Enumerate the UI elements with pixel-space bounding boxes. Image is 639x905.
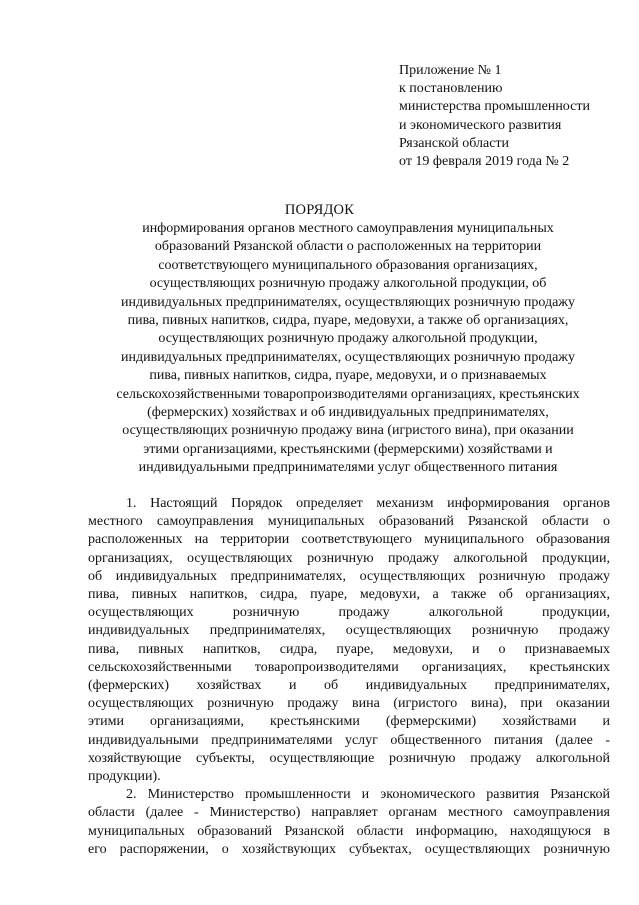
body-line: 1. Настоящий Порядок определяет механизм информирования органов [126, 496, 610, 511]
body-line: расположенных на территории соответствующего муниципального образования [88, 532, 610, 548]
body-line: муниципальных образований Рязанской области информацию, находящуюся в [88, 823, 610, 839]
body-line: 2. Министерство промышленности и экономического развития Рязанской [126, 787, 610, 803]
appendix-line: Приложение № 1 [399, 63, 502, 78]
body-line: об индивидуальных предпринимателях, осуществляющих розничную продажу [88, 568, 610, 584]
subtitle-line: осуществляющих розничную продажу алкогольной продукции, [158, 331, 538, 347]
subtitle-line: индивидуальными предпринимателями услуг общественного питания [138, 460, 558, 476]
subtitle-line: сельскохозяйственными товаропроизводителями организациях, крестьянских [116, 386, 580, 402]
document-title: ПОРЯДОК [284, 202, 355, 218]
body-line: (фермерских) хозяйствах и об индивидуальных предпринимателях, [88, 678, 610, 694]
body-line: индивидуальных предпринимателях, осуществляющих розничную продажу [88, 623, 610, 639]
body-line: продукции). [88, 769, 161, 785]
subtitle-line: информирования органов местного самоуправления муниципальных [142, 221, 554, 236]
body-line: местного самоуправления муниципальных образований Рязанской области о [88, 514, 610, 530]
body-line: пива, пивных напитков, сидра, пуаре, медовухи, а также об организациях, [88, 587, 610, 603]
body-line: области (далее - Министерство) направляет органам местного самоуправления [88, 805, 610, 821]
subtitle-line: пива, пивных напитков, сидра, пуаре, медовухи, и о признаваемых [149, 368, 547, 384]
document-subtitle [88, 220, 608, 478]
body-line: индивидуальными предпринимателями услуг общественного питания (далее - [88, 732, 610, 748]
subtitle-line: образований Рязанской области о расположенных на территории [154, 239, 542, 255]
subtitle-line: соответствующего муниципального образования организациях, [158, 257, 538, 273]
subtitle-line: индивидуальных предпринимателях, осуществляющих розничную продажу [121, 294, 575, 310]
body-line: хозяйствующие субъекты, осуществляющие розничную продажу алкогольной [88, 750, 610, 766]
body-line: осуществляющих розничную продажу вина (игристого вина), при оказании [88, 696, 610, 712]
body-line: пива, пивных напитков, сидра, пуаре, медовухи, и о признаваемых [88, 641, 610, 657]
appendix-line: министерства промышленности [399, 99, 590, 115]
appendix-line: Рязанской области [399, 135, 510, 151]
body-line: этими организациями, крестьянскими (фермерскими) хозяйствами и [88, 714, 610, 730]
subtitle-line: пива, пивных напитков, сидра, пуаре, медовухи, а также об организациях, [127, 313, 569, 329]
subtitle-line: этими организациями, крестьянскими (фермерскими) хозяйствами и [143, 441, 553, 457]
paragraph-2 [88, 786, 610, 859]
body-line: организациях, осуществляющих розничную продажу алкогольной продукции, [88, 550, 610, 566]
subtitle-line: индивидуальных предпринимателях, осуществляющих розничную продажу [121, 349, 575, 365]
appendix-header [399, 62, 629, 171]
body-line: осуществляющих розничную продажу алкогольной продукции, [88, 605, 610, 621]
body-line: его распоряжении, о хозяйствующих субъектах, осуществляющих розничную [88, 841, 610, 857]
subtitle-line: осуществляющих розничную продажу вина (игристого вина), при оказании [122, 423, 574, 439]
appendix-line: к постановлению [399, 81, 503, 97]
body-line: сельскохозяйственными товаропроизводителями организациях, крестьянских [88, 659, 610, 675]
appendix-line: и экономического развития [399, 117, 562, 133]
subtitle-line: осуществляющих розничную продажу алкогольной продукции, об [149, 276, 547, 292]
paragraph-1 [88, 495, 610, 786]
subtitle-line: (фермерских) хозяйствах и об индивидуальных предпринимателях, [147, 405, 549, 421]
appendix-line: от 19 февраля 2019 года № 2 [399, 154, 570, 170]
document-body [88, 495, 610, 859]
